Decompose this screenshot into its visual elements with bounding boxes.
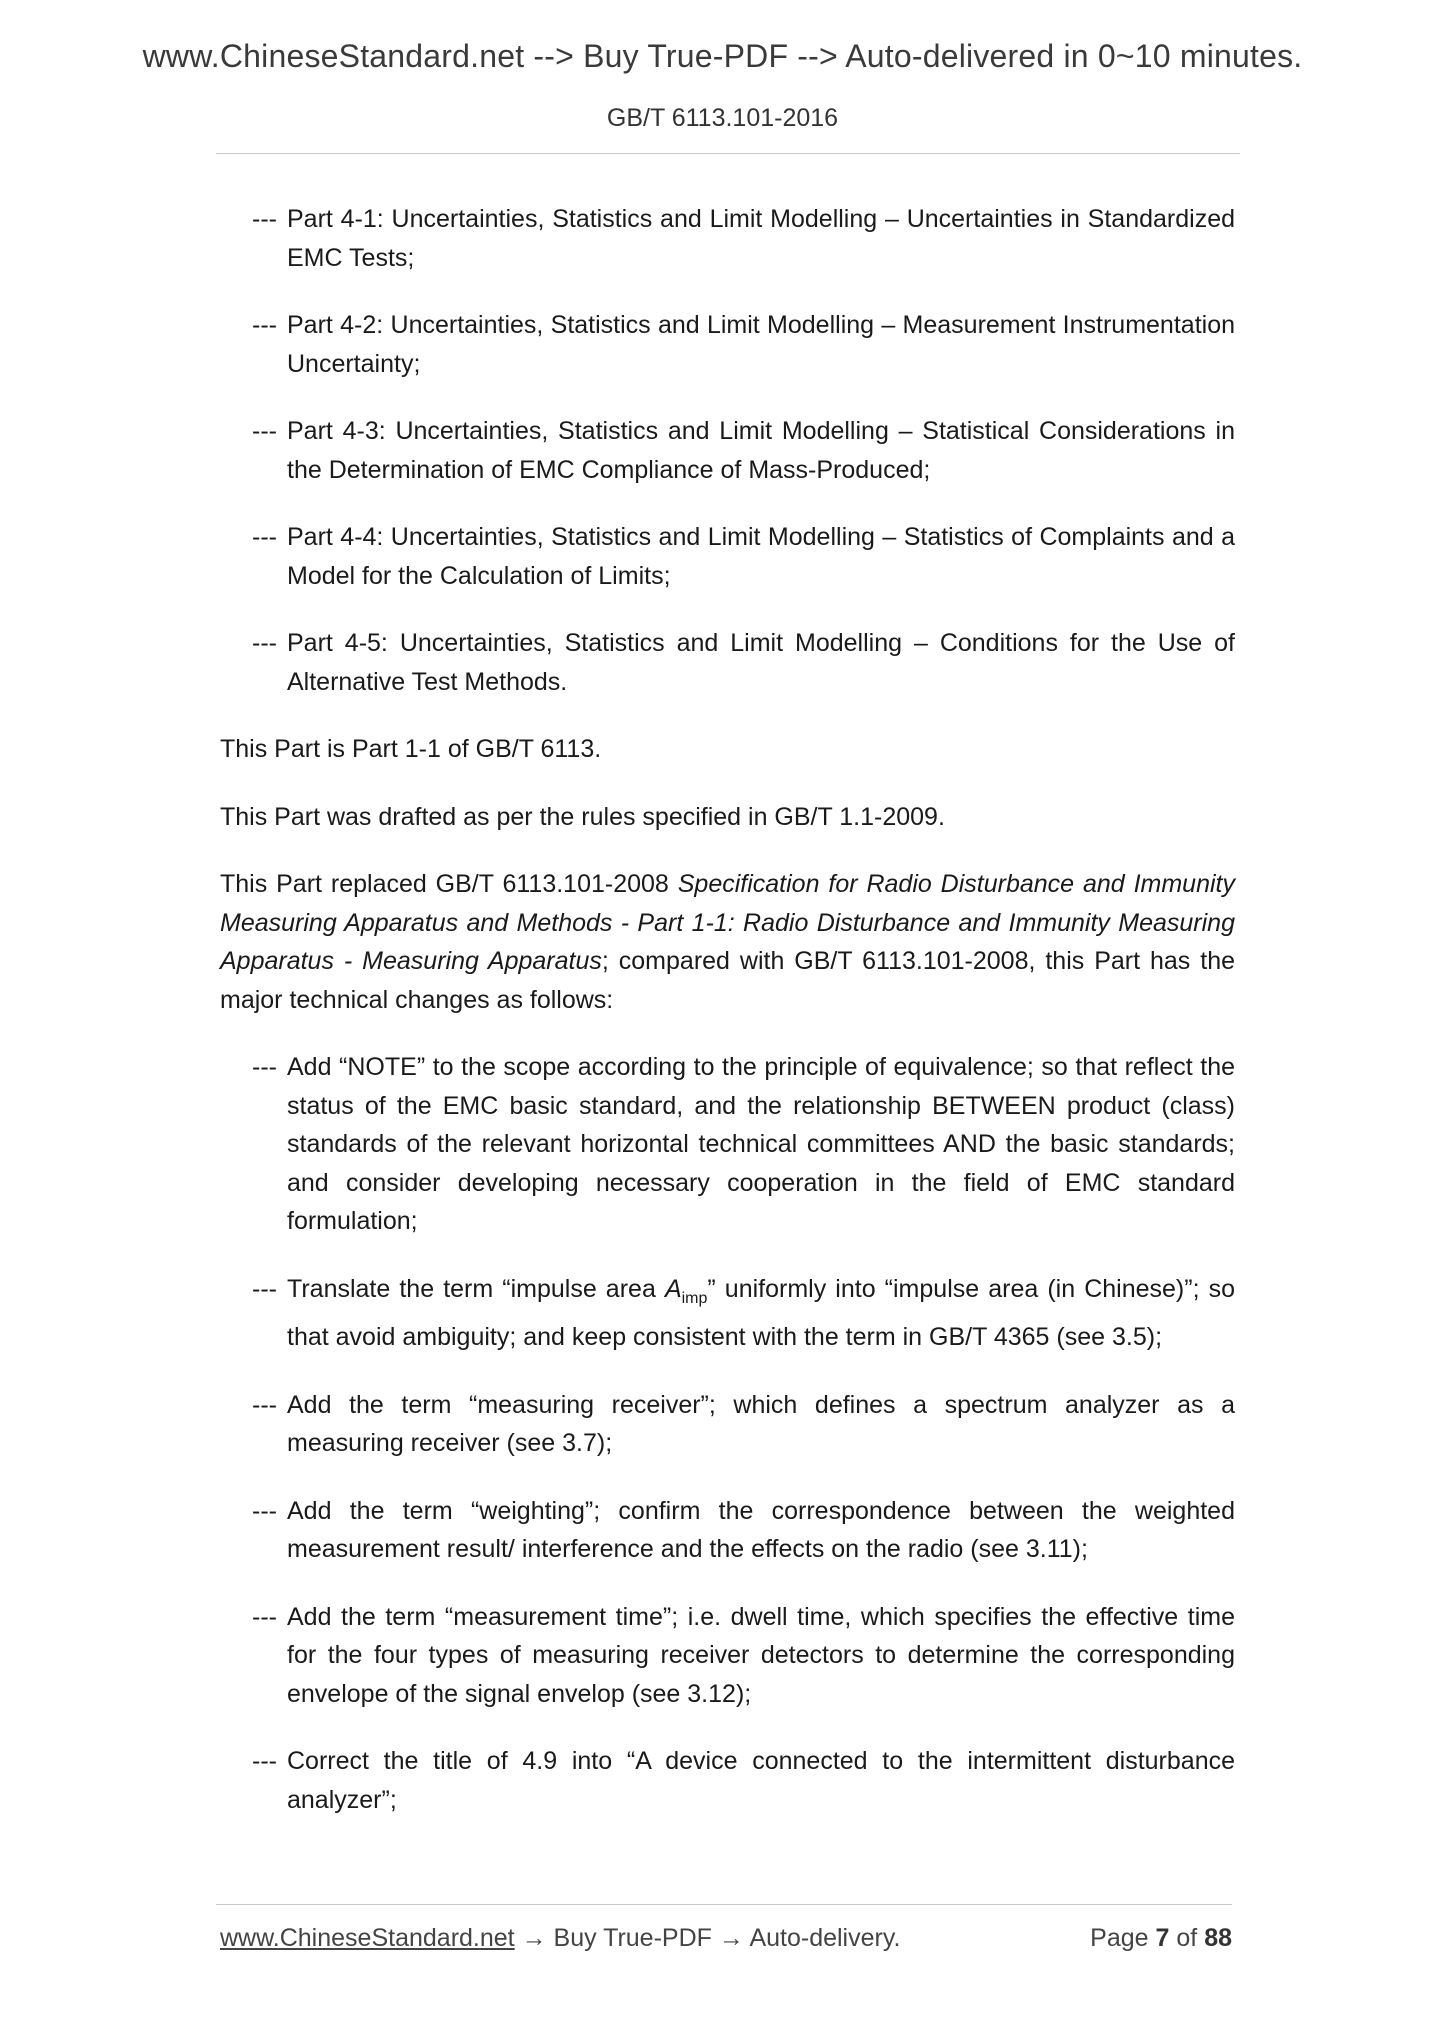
footer-links (220, 1924, 900, 1953)
footer-divider (216, 1904, 1232, 1905)
replaced-lead: This Part replaced GB/T 6113.101-2008 (220, 870, 678, 898)
dash-marker: --- (252, 523, 277, 551)
dash-marker: --- (252, 1747, 277, 1775)
list-item (252, 1598, 1235, 1714)
replaced-tail: ; compared with GB/T 6113.101-2008, this Part has the major technical changes as follows: (220, 947, 1235, 1014)
symbol-a: A (664, 1274, 682, 1303)
of-label: of (1176, 1924, 1198, 1952)
list-item (252, 1048, 1235, 1241)
dash-marker: --- (252, 1390, 277, 1419)
dash-marker: --- (252, 1496, 277, 1525)
list-item (252, 1742, 1235, 1819)
page-indicator (1090, 1924, 1232, 1953)
list-item (252, 200, 1235, 277)
part-text: Part 4-3: Uncertainties, Statistics and Limit Modelling – Statistical Considerations in the Determination of EMC Compliance of Mass-Produced; (287, 417, 1235, 484)
page-content (220, 200, 1235, 1819)
document-id: GB/T 6113.101-2016 (606, 104, 839, 132)
part-text: Part 4-2: Uncertainties, Statistics and Limit Modelling – Measurement Instrumentation Uncertainty; (287, 311, 1235, 378)
arrow-icon: → (521, 1924, 547, 1952)
replaced-standard-title: Specification for Radio Disturbance and Immunity Measuring Apparatus and Methods - Part 1-1: Radio Disturbance and Immunity Measuring Apparatus - Measuring Apparatus (220, 870, 1235, 975)
page-number: 7 (1155, 1924, 1170, 1952)
dash-marker: --- (252, 205, 277, 233)
list-item (252, 518, 1235, 595)
header-divider (216, 153, 1240, 154)
dash-marker: --- (252, 1602, 277, 1631)
symbol-subscript: imp (681, 1289, 708, 1307)
dash-marker: --- (252, 417, 277, 445)
change-text: Add the term “weighting”; confirm the correspondence between the weighted measurement result/ interference and the effects on the radio (see 3.11); (287, 1496, 1235, 1563)
paragraph-replaced (220, 865, 1235, 1019)
site-banner: www.ChineseStandard.net --> Buy True-PDF --> Auto-delivered in 0~10 minutes. (142, 38, 1303, 74)
page-label: Page (1090, 1924, 1149, 1952)
page-total: 88 (1204, 1924, 1232, 1952)
change-text: Add the term “measuring receiver”; which defines a spectrum analyzer as a measuring receiver (see 3.7); (287, 1390, 1235, 1457)
part-text: Part 4-5: Uncertainties, Statistics and Limit Modelling – Conditions for the Use of Alternative Test Methods. (287, 629, 1235, 696)
change-text: ” uniformly into “impulse area (in Chinese)”; so that avoid ambiguity; and keep consistent with the term in GB/T 4365 (see 3.5); (287, 1274, 1236, 1351)
dash-marker: --- (252, 629, 277, 657)
list-item (252, 412, 1235, 489)
list-item (252, 1386, 1235, 1463)
site-link[interactable]: www.ChineseStandard.net (220, 1924, 515, 1952)
paragraph-drafted: This Part was drafted as per the rules specified in GB/T 1.1-2009. (220, 802, 945, 831)
part-text: Part 4-1: Uncertainties, Statistics and Limit Modelling – Uncertainties in Standardized EMC Tests; (287, 205, 1235, 272)
change-text: Correct the title of 4.9 into “A device connected to the intermittent disturbance analyzer”; (287, 1747, 1235, 1814)
arrow-icon: → (718, 1924, 744, 1952)
change-text: Add the term “measurement time”; i.e. dwell time, which specifies the effective time for the four types of measuring receiver detectors to determine the corresponding envelope of the signal envelop (see 3.12); (287, 1602, 1235, 1708)
dash-marker: --- (252, 311, 277, 339)
list-item (252, 624, 1235, 701)
dash-marker: --- (252, 1274, 277, 1303)
part-text: Part 4-4: Uncertainties, Statistics and Limit Modelling – Statistics of Complaints and a Model for the Calculation of Limits; (287, 523, 1235, 590)
change-text: Add “NOTE” to the scope according to the principle of equivalence; so that reflect the status of the EMC basic standard, and the relationship BETWEEN product (class) standards of the relevant horizontal technical committees AND the basic standards; and consider developing necessary cooperation in the field of EMC standard formulation; (287, 1053, 1235, 1235)
delivery-text: Auto-delivery. (749, 1924, 901, 1952)
list-item (252, 306, 1235, 383)
list-item (252, 1270, 1235, 1357)
list-item (252, 1492, 1235, 1569)
buy-text: Buy True-PDF (553, 1924, 712, 1952)
change-text: Translate the term “impulse area (287, 1274, 665, 1303)
dash-marker: --- (252, 1053, 277, 1081)
paragraph-part: This Part is Part 1-1 of GB/T 6113. (220, 735, 602, 763)
